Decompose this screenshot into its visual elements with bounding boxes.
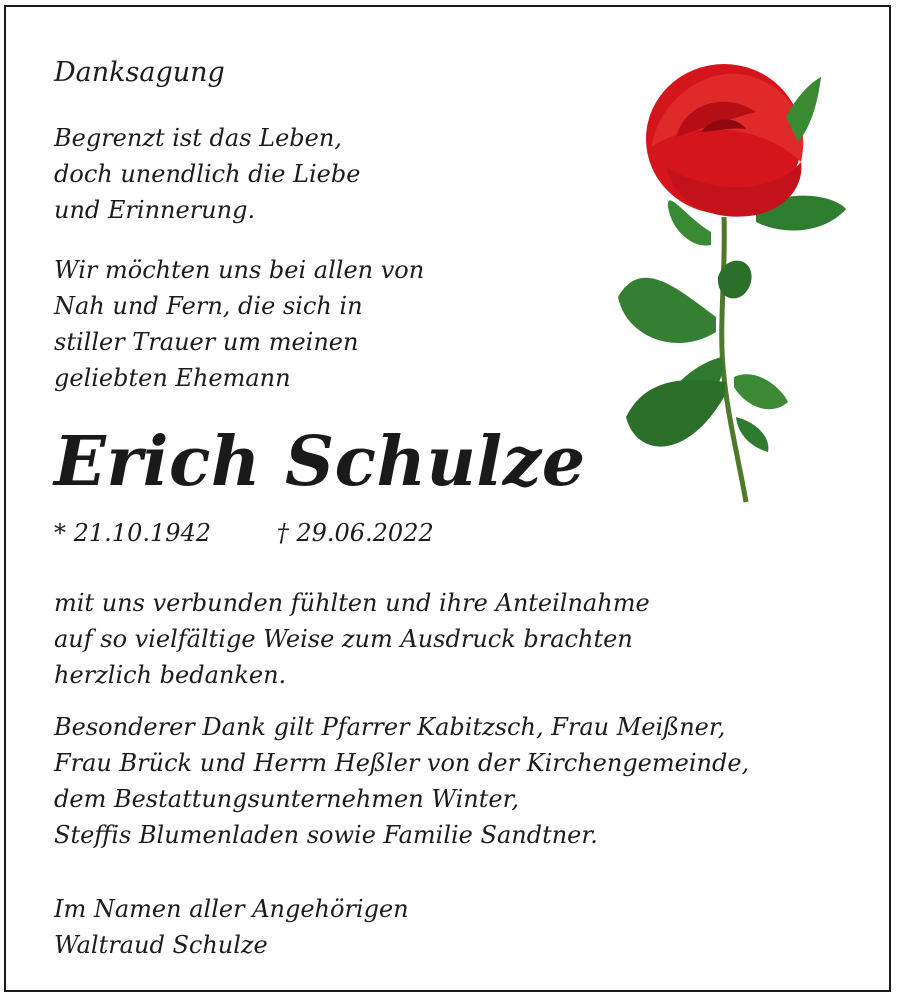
signature-name: Waltraud Schulze — [54, 931, 268, 959]
obituary-card — [4, 5, 891, 992]
life-dates — [54, 519, 434, 547]
thanks-text: mit uns verbunden fühlten und ihre Anteilnahme auf so vielfältige Weise zum Ausdruck brachten herzlich bedanken. — [54, 589, 650, 689]
death-date: † 29.06.2022 — [276, 519, 434, 547]
rose-illustration — [606, 57, 856, 507]
rose-stem — [722, 217, 746, 502]
heading: Danksagung — [54, 57, 225, 88]
intro-text: Wir möchten uns bei allen von Nah und Fern, die sich in stiller Trauer um meinen geliebten Ehemann — [54, 256, 425, 392]
rose-leaf — [618, 278, 716, 343]
rose-leaf — [734, 374, 788, 409]
verse: Begrenzt ist das Leben, doch unendlich die Liebe und Erinnerung. — [54, 124, 361, 224]
deceased-name: Erich Schulze — [54, 422, 586, 502]
birth-date: * 21.10.1942 — [54, 519, 212, 547]
rose-leaf — [626, 380, 726, 447]
signature-line: Im Namen aller Angehörigen — [54, 895, 409, 923]
special-thanks-text: Besonderer Dank gilt Pfarrer Kabitzsch, Frau Meißner, Frau Brück und Herrn Heßler von der Kirchengemeinde, dem Bestattungsunternehmen Winter, Steffis Blumenladen sowie Familie Sandtner. — [54, 713, 750, 849]
rose-leaf — [736, 417, 768, 452]
signature — [54, 891, 409, 963]
